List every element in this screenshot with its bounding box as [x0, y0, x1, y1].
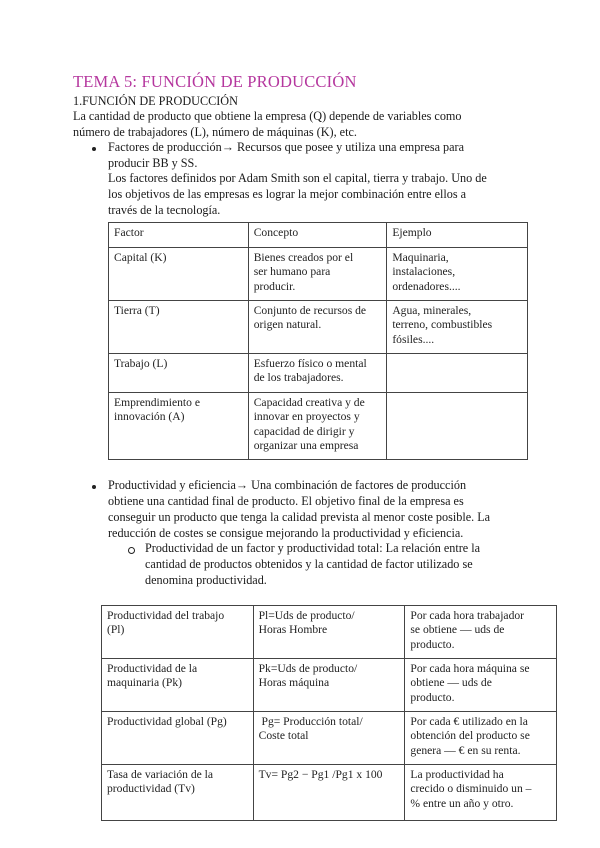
subbullet-line-3: denomina productividad.: [145, 573, 267, 587]
factor-cell: Emprendimiento e innovación (A): [109, 393, 249, 460]
header-cell: Factor: [109, 223, 249, 248]
bullet2-line-2: obtiene una cantidad final de producto. El objetivo final de la empresa es: [108, 494, 464, 508]
measure-name-cell: Tasa de variación de la productividad (Tv): [102, 765, 254, 821]
bullet1-line-1: Factores de producción→ Recursos que posee y utiliza una empresa para: [108, 140, 465, 154]
example-cell: [387, 393, 528, 460]
header-cell: Ejemplo: [387, 223, 528, 248]
description-cell: Por cada hora trabajador se obtiene — uds de producto.: [405, 606, 557, 659]
table-row: [109, 301, 528, 354]
bullet-icon: [92, 485, 96, 489]
intro-line-2: número de trabajadores (L), número de máquinas (K), etc.: [73, 125, 357, 139]
table-row: [102, 712, 557, 765]
productivity-table: [101, 605, 557, 821]
bullet1-line-2: producir BB y SS.: [108, 156, 198, 170]
bullet-icon: [92, 147, 96, 151]
bullet1-line-3: Los factores definidos por Adam Smith son el capital, tierra y trabajo. Uno de: [108, 171, 487, 185]
table-row: [102, 765, 557, 821]
concept-cell: Esfuerzo físico o mental de los trabajadores.: [248, 354, 387, 393]
table-row: [109, 248, 528, 301]
formula-cell: Pg= Producción total/ Coste total: [253, 712, 405, 765]
concept-cell: Capacidad creativa y de innovar en proyectos y capacidad de dirigir y organizar una empresa: [248, 393, 387, 460]
bullet2-line-4: reducción de costes se consigue mejorando la productividad y eficiencia.: [108, 526, 464, 540]
factors-table: [108, 222, 528, 460]
concept-cell: Conjunto de recursos de origen natural.: [248, 301, 387, 354]
factor-cell: Capital (K): [109, 248, 249, 301]
formula-cell: Tv= Pg2 − Pg1 /Pg1 x 100: [253, 765, 405, 821]
subbullet-line-2: cantidad de productos obtenidos y la cantidad de factor utilizado se: [145, 557, 473, 571]
subbullet-line-1: Productividad de un factor y productividad total: La relación entre la: [145, 541, 481, 555]
example-cell: Agua, minerales, terreno, combustibles fósiles....: [387, 301, 528, 354]
concept-cell: Bienes creados por el ser humano para producir.: [248, 248, 387, 301]
page-title: TEMA 5: FUNCIÓN DE PRODUCCIÓN: [73, 72, 357, 91]
bullet2-line-1: Productividad y eficiencia→ Una combinación de factores de producción: [108, 478, 467, 492]
table-row: [109, 354, 528, 393]
bullet2-line-3: conseguir un producto que tenga la calidad prevista al menor coste posible. La: [108, 510, 491, 524]
bullet1-line-5: través de la tecnología.: [108, 203, 221, 217]
bullet1-line-4: los objetivos de las empresas es lograr la mejor combinación entre ellos a: [108, 187, 467, 201]
table-row: [102, 606, 557, 659]
sub-bullet-icon: [128, 547, 135, 554]
table-header-row: [109, 223, 528, 248]
measure-name-cell: Productividad de la maquinaria (Pk): [102, 659, 254, 712]
table-row: [109, 393, 528, 460]
measure-name-cell: Productividad global (Pg): [102, 712, 254, 765]
factor-cell: Tierra (T): [109, 301, 249, 354]
formula-cell: Pk=Uds de producto/ Horas máquina: [253, 659, 405, 712]
example-cell: Maquinaria, instalaciones, ordenadores....: [387, 248, 528, 301]
measure-name-cell: Productividad del trabajo (Pl): [102, 606, 254, 659]
description-cell: La productividad ha crecido o disminuido un – % entre un año y otro.: [405, 765, 557, 821]
formula-cell: Pl=Uds de producto/ Horas Hombre: [253, 606, 405, 659]
factor-cell: Trabajo (L): [109, 354, 249, 393]
description-cell: Por cada hora máquina se obtiene — uds de producto.: [405, 659, 557, 712]
intro-line-1: La cantidad de producto que obtiene la empresa (Q) depende de variables como: [73, 109, 462, 123]
example-cell: [387, 354, 528, 393]
section-heading: 1.FUNCIÓN DE PRODUCCIÓN: [73, 94, 238, 108]
header-cell: Concepto: [248, 223, 387, 248]
table-row: [102, 659, 557, 712]
description-cell: Por cada € utilizado en la obtención del producto se genera — € en su renta.: [405, 712, 557, 765]
